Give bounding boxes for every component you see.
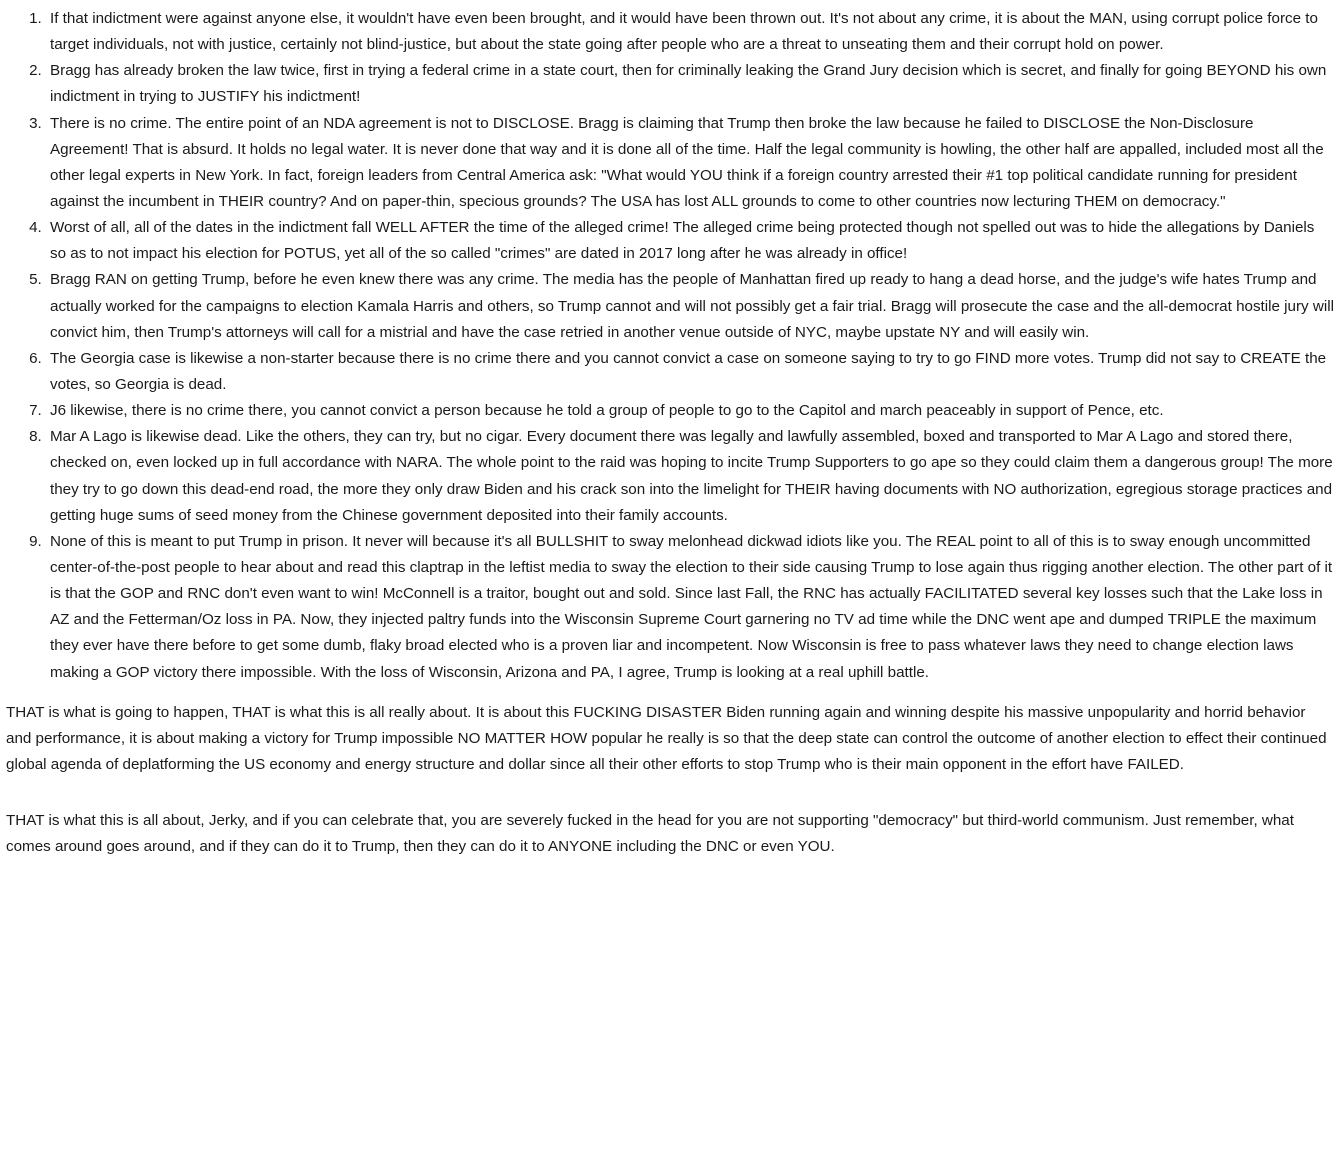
list-item: 7. J6 likewise, there is no crime there, you cannot convict a person because he told a group of people to go to the Capitol and march peaceably in support of Pence, etc. (46, 398, 1334, 424)
closing-paragraph-1: THAT is what is going to happen, THAT is what this is all really about. It is about this FUCKING DISASTER Biden running again and winning despite his massive unpopularity and horrid behavior and performance, it is about making a victory for Trump impossible NO MATTER HOW popular he really is so that the deep state can control the outcome of another election to effect their continued global agenda of deplatforming the US economy and energy structure and dollar since all their other efforts to stop Trump who is their main opponent in the effort have FAILED. (6, 703, 1327, 773)
argument-list (6, 6, 1334, 686)
closing-paragraph-2: THAT is what this is all about, Jerky, and if you can celebrate that, you are severely fucked in the head for you are not supporting "democracy" but third-world communism. Just remember, what comes around goes around, and if they can do it to Trump, then they can do it to ANYONE including the DNC or even YOU. (6, 812, 1294, 856)
list-item: 9. None of this is meant to put Trump in prison. It never will because it's all BULLSHIT to sway melonhead dickwad idiots like you. The REAL point to all of this is to sway enough uncommitted center-of-the-post people to hear about and read this claptrap in the leftist media to sway the election to their side causing Trump to lose again thus rigging another election. The other part of it is that the GOP and RNC don't even want to win! McConnell is a traitor, bought out and sold. Since last Fall, the RNC has actually FACILITATED several key losses such that the Lake loss in AZ and the Fetterman/Oz loss in PA. Now, they injected paltry funds into the Wisconsin Supreme Court garnering no TV ad time while the DNC went ape and dumped TRIPLE the maximum they ever have there before to get some dumb, flaky broad elected who is a proven liar and incompetent. Now Wisconsin is free to pass whatever laws they need to change election laws making a GOP victory there impossible. With the loss of Wisconsin, Arizona and PA, I agree, Trump is looking at a real uphill battle. (46, 529, 1334, 686)
list-item: 2. Bragg has already broken the law twice, first in trying a federal crime in a state court, then for criminally leaking the Grand Jury decision which is secret, and finally for going BEYOND his own indictment in trying to JUSTIFY his indictment! (46, 58, 1334, 110)
list-item: 8. Mar A Lago is likewise dead. Like the others, they can try, but no cigar. Every document there was legally and lawfully assembled, boxed and transported to Mar A Lago and stored there, checked on, even locked up in full accordance with NARA. The whole point to the raid was hoping to incite Trump Supporters to go ape so they could claim them a dangerous group! The more they try to go down this dead-end road, the more they only draw Biden and his crack son into the limelight for THEIR having documents with NO authorization, egregious storage practices and getting huge sums of seed money from the Chinese government deposited into their family accounts. (46, 424, 1334, 529)
list-item: 4. Worst of all, all of the dates in the indictment fall WELL AFTER the time of the alleged crime! The alleged crime being protected though not spelled out was to hide the allegations by Daniels so as to not impact his election for POTUS, yet all of the so called "crimes" are dated in 2017 long after he was already in office! (46, 215, 1334, 267)
list-item: 1. If that indictment were against anyone else, it wouldn't have even been brought, and it would have been thrown out. It's not about any crime, it is about the MAN, using corrupt police force to target individuals, not with justice, certainly not blind-justice, but about the state going after people who are a threat to unseating them and their corrupt hold on power. (46, 6, 1334, 58)
list-item: 5. Bragg RAN on getting Trump, before he even knew there was any crime. The media has the people of Manhattan fired up ready to hang a dead horse, and the judge's wife hates Trump and actually worked for the campaigns to election Kamala Harris and others, so Trump cannot and will not possibly get a fair trial. Bragg will prosecute the case and the all-democrat hostile jury will convict him, then Trump's attorneys will call for a mistrial and have the case retried in another venue outside of NYC, maybe upstate NY and will easily win. (46, 267, 1334, 345)
list-item: 6. The Georgia case is likewise a non-starter because there is no crime there and you cannot convict a case on someone saying to try to go FIND more votes. Trump did not say to CREATE the votes, so Georgia is dead. (46, 346, 1334, 398)
list-item: 3. There is no crime. The entire point of an NDA agreement is not to DISCLOSE. Bragg is claiming that Trump then broke the law because he failed to DISCLOSE the Non-Disclosure Agreement! That is absurd. It holds no legal water. It is never done that way and it is done all of the time. Half the legal community is howling, the other half are appalled, included most all the other legal experts in New York. In fact, foreign leaders from Central America ask: "What would YOU think if a foreign country arrested their #1 top political candidate running for president against the incumbent in THEIR country? And on paper-thin, specious grounds? The USA has lost ALL grounds to come to other countries now lecturing THEM on democracy." (46, 111, 1334, 216)
